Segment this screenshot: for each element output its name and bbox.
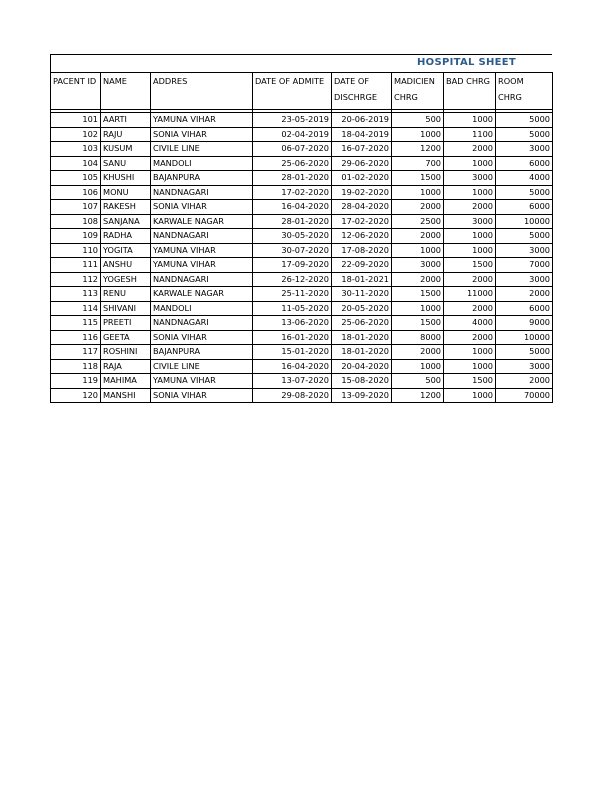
patient-id-cell: 114	[51, 301, 101, 316]
table-body	[51, 113, 553, 403]
table-row	[51, 243, 553, 258]
discharge-date-cell: 28-04-2020	[332, 200, 392, 215]
patient-id-cell: 112	[51, 272, 101, 287]
discharge-date-cell: 18-01-2020	[332, 330, 392, 345]
discharge-date-cell: 19-02-2020	[332, 185, 392, 200]
discharge-date-cell: 01-02-2020	[332, 171, 392, 186]
bed-charge-cell: 1000	[444, 113, 496, 128]
room-charge-cell: 9000	[496, 316, 553, 331]
admit-date-cell: 15-01-2020	[253, 345, 332, 360]
discharge-date-cell: 18-01-2020	[332, 345, 392, 360]
patient-id-cell: 120	[51, 388, 101, 403]
bed-charge-cell: 2000	[444, 272, 496, 287]
table-row	[51, 272, 553, 287]
name-cell: SANU	[101, 156, 151, 171]
name-cell: RAJU	[101, 127, 151, 142]
room-charge-cell: 3000	[496, 142, 553, 157]
table-row	[51, 171, 553, 186]
room-charge-cell: 5000	[496, 185, 553, 200]
discharge-date-cell: 17-08-2020	[332, 243, 392, 258]
room-charge-cell: 10000	[496, 214, 553, 229]
title-row	[50, 54, 552, 72]
address-cell: CIVILE LINE	[151, 359, 253, 374]
table-row	[51, 258, 553, 273]
name-cell: MANSHI	[101, 388, 151, 403]
medicine-charge-cell: 1000	[392, 127, 444, 142]
address-cell: MANDOLI	[151, 156, 253, 171]
col-header-date-discharge: DATE OF DISCHRGE	[332, 73, 392, 110]
name-cell: YOGITA	[101, 243, 151, 258]
address-cell: YAMUNA VIHAR	[151, 243, 253, 258]
discharge-date-cell: 29-06-2020	[332, 156, 392, 171]
discharge-date-cell: 20-05-2020	[332, 301, 392, 316]
bed-charge-cell: 1500	[444, 374, 496, 389]
room-charge-cell: 7000	[496, 258, 553, 273]
patient-id-cell: 113	[51, 287, 101, 302]
admit-date-cell: 29-08-2020	[253, 388, 332, 403]
table-row	[51, 359, 553, 374]
name-cell: RENU	[101, 287, 151, 302]
discharge-date-cell: 20-06-2019	[332, 113, 392, 128]
discharge-date-cell: 12-06-2020	[332, 229, 392, 244]
name-cell: ANSHU	[101, 258, 151, 273]
medicine-charge-cell: 2000	[392, 229, 444, 244]
address-cell: YAMUNA VIHAR	[151, 113, 253, 128]
bed-charge-cell: 1000	[444, 359, 496, 374]
name-cell: GEETA	[101, 330, 151, 345]
room-charge-cell: 2000	[496, 287, 553, 302]
room-charge-cell: 3000	[496, 243, 553, 258]
patient-id-cell: 102	[51, 127, 101, 142]
admit-date-cell: 02-04-2019	[253, 127, 332, 142]
col-header-patient-id: PACENT ID	[51, 73, 101, 110]
name-cell: RADHA	[101, 229, 151, 244]
room-charge-cell: 5000	[496, 229, 553, 244]
table-row	[51, 301, 553, 316]
address-cell: SONIA VIHAR	[151, 330, 253, 345]
admit-date-cell: 13-06-2020	[253, 316, 332, 331]
table-row	[51, 287, 553, 302]
address-cell: NANDNAGARI	[151, 185, 253, 200]
name-cell: MAHIMA	[101, 374, 151, 389]
table-row	[51, 345, 553, 360]
discharge-date-cell: 22-09-2020	[332, 258, 392, 273]
patient-id-cell: 108	[51, 214, 101, 229]
patient-id-cell: 104	[51, 156, 101, 171]
admit-date-cell: 25-06-2020	[253, 156, 332, 171]
discharge-date-cell: 16-07-2020	[332, 142, 392, 157]
name-cell: ROSHINI	[101, 345, 151, 360]
table-row	[51, 156, 553, 171]
bed-charge-cell: 1000	[444, 185, 496, 200]
patient-id-cell: 101	[51, 113, 101, 128]
room-charge-cell: 6000	[496, 301, 553, 316]
medicine-charge-cell: 2000	[392, 345, 444, 360]
room-charge-cell: 3000	[496, 272, 553, 287]
admit-date-cell: 30-05-2020	[253, 229, 332, 244]
col-header-medicine-charge: MADICIEN CHRG	[392, 73, 444, 110]
patient-id-cell: 105	[51, 171, 101, 186]
name-cell: PREETI	[101, 316, 151, 331]
bed-charge-cell: 2000	[444, 142, 496, 157]
col-header-address: ADDRES	[151, 73, 253, 110]
room-charge-cell: 2000	[496, 374, 553, 389]
patient-id-cell: 116	[51, 330, 101, 345]
bed-charge-cell: 1000	[444, 388, 496, 403]
table-row	[51, 316, 553, 331]
address-cell: NANDNAGARI	[151, 272, 253, 287]
discharge-date-cell: 13-09-2020	[332, 388, 392, 403]
hospital-sheet	[50, 54, 552, 403]
name-cell: RAJA	[101, 359, 151, 374]
discharge-date-cell: 18-01-2021	[332, 272, 392, 287]
bed-charge-cell: 2000	[444, 330, 496, 345]
address-cell: BAJANPURA	[151, 171, 253, 186]
medicine-charge-cell: 500	[392, 113, 444, 128]
name-cell: YOGESH	[101, 272, 151, 287]
table-row	[51, 185, 553, 200]
medicine-charge-cell: 2000	[392, 272, 444, 287]
patient-id-cell: 117	[51, 345, 101, 360]
bed-charge-cell: 2000	[444, 200, 496, 215]
medicine-charge-cell: 1500	[392, 316, 444, 331]
admit-date-cell: 26-12-2020	[253, 272, 332, 287]
name-cell: SHIVANI	[101, 301, 151, 316]
bed-charge-cell: 1100	[444, 127, 496, 142]
address-cell: NANDNAGARI	[151, 316, 253, 331]
room-charge-cell: 10000	[496, 330, 553, 345]
address-cell: SONIA VIHAR	[151, 388, 253, 403]
admit-date-cell: 25-11-2020	[253, 287, 332, 302]
address-cell: CIVILE LINE	[151, 142, 253, 157]
room-charge-cell: 6000	[496, 200, 553, 215]
medicine-charge-cell: 1500	[392, 171, 444, 186]
room-charge-cell: 5000	[496, 127, 553, 142]
room-charge-cell: 5000	[496, 345, 553, 360]
name-cell: KHUSHI	[101, 171, 151, 186]
bed-charge-cell: 1500	[444, 258, 496, 273]
medicine-charge-cell: 2500	[392, 214, 444, 229]
address-cell: SONIA VIHAR	[151, 200, 253, 215]
medicine-charge-cell: 700	[392, 156, 444, 171]
admit-date-cell: 28-01-2020	[253, 214, 332, 229]
table-row	[51, 127, 553, 142]
address-cell: SONIA VIHAR	[151, 127, 253, 142]
col-header-room-charge: ROOM CHRG	[496, 73, 553, 110]
col-header-name: NAME	[101, 73, 151, 110]
bed-charge-cell: 4000	[444, 316, 496, 331]
sheet-title: HOSPITAL SHEET	[416, 57, 516, 68]
table-row	[51, 113, 553, 128]
bed-charge-cell: 1000	[444, 243, 496, 258]
name-cell: RAKESH	[101, 200, 151, 215]
medicine-charge-cell: 8000	[392, 330, 444, 345]
address-cell: YAMUNA VIHAR	[151, 258, 253, 273]
room-charge-cell: 70000	[496, 388, 553, 403]
header-row	[51, 73, 553, 110]
patient-id-cell: 115	[51, 316, 101, 331]
admit-date-cell: 30-07-2020	[253, 243, 332, 258]
medicine-charge-cell: 1200	[392, 142, 444, 157]
patient-table	[50, 72, 553, 403]
table-row	[51, 142, 553, 157]
room-charge-cell: 6000	[496, 156, 553, 171]
admit-date-cell: 16-04-2020	[253, 359, 332, 374]
address-cell: MANDOLI	[151, 301, 253, 316]
admit-date-cell: 17-09-2020	[253, 258, 332, 273]
name-cell: MONU	[101, 185, 151, 200]
medicine-charge-cell: 1000	[392, 301, 444, 316]
bed-charge-cell: 1000	[444, 156, 496, 171]
discharge-date-cell: 15-08-2020	[332, 374, 392, 389]
admit-date-cell: 13-07-2020	[253, 374, 332, 389]
medicine-charge-cell: 1000	[392, 243, 444, 258]
table-row	[51, 374, 553, 389]
patient-id-cell: 111	[51, 258, 101, 273]
bed-charge-cell: 1000	[444, 345, 496, 360]
name-cell: SANJANA	[101, 214, 151, 229]
bed-charge-cell: 3000	[444, 171, 496, 186]
address-cell: KARWALE NAGAR	[151, 287, 253, 302]
name-cell: AARTI	[101, 113, 151, 128]
medicine-charge-cell: 2000	[392, 200, 444, 215]
address-cell: KARWALE NAGAR	[151, 214, 253, 229]
discharge-date-cell: 25-06-2020	[332, 316, 392, 331]
bed-charge-cell: 11000	[444, 287, 496, 302]
address-cell: NANDNAGARI	[151, 229, 253, 244]
patient-id-cell: 106	[51, 185, 101, 200]
admit-date-cell: 06-07-2020	[253, 142, 332, 157]
patient-id-cell: 109	[51, 229, 101, 244]
col-header-date-admit: DATE OF ADMITE	[253, 73, 332, 110]
bed-charge-cell: 3000	[444, 214, 496, 229]
room-charge-cell: 4000	[496, 171, 553, 186]
patient-id-cell: 107	[51, 200, 101, 215]
patient-id-cell: 110	[51, 243, 101, 258]
medicine-charge-cell: 1500	[392, 287, 444, 302]
bed-charge-cell: 1000	[444, 229, 496, 244]
medicine-charge-cell: 1000	[392, 359, 444, 374]
medicine-charge-cell: 1200	[392, 388, 444, 403]
bed-charge-cell: 2000	[444, 301, 496, 316]
room-charge-cell: 3000	[496, 359, 553, 374]
discharge-date-cell: 30-11-2020	[332, 287, 392, 302]
address-cell: BAJANPURA	[151, 345, 253, 360]
admit-date-cell: 28-01-2020	[253, 171, 332, 186]
medicine-charge-cell: 1000	[392, 185, 444, 200]
patient-id-cell: 118	[51, 359, 101, 374]
table-row	[51, 388, 553, 403]
patient-id-cell: 103	[51, 142, 101, 157]
table-row	[51, 229, 553, 244]
col-header-bed-charge: BAD CHRG	[444, 73, 496, 110]
table-row	[51, 214, 553, 229]
discharge-date-cell: 20-04-2020	[332, 359, 392, 374]
room-charge-cell: 5000	[496, 113, 553, 128]
medicine-charge-cell: 500	[392, 374, 444, 389]
address-cell: YAMUNA VIHAR	[151, 374, 253, 389]
table-row	[51, 330, 553, 345]
table-row	[51, 200, 553, 215]
name-cell: KUSUM	[101, 142, 151, 157]
admit-date-cell: 16-01-2020	[253, 330, 332, 345]
admit-date-cell: 17-02-2020	[253, 185, 332, 200]
patient-id-cell: 119	[51, 374, 101, 389]
admit-date-cell: 16-04-2020	[253, 200, 332, 215]
admit-date-cell: 11-05-2020	[253, 301, 332, 316]
discharge-date-cell: 17-02-2020	[332, 214, 392, 229]
medicine-charge-cell: 3000	[392, 258, 444, 273]
discharge-date-cell: 18-04-2019	[332, 127, 392, 142]
admit-date-cell: 23-05-2019	[253, 113, 332, 128]
